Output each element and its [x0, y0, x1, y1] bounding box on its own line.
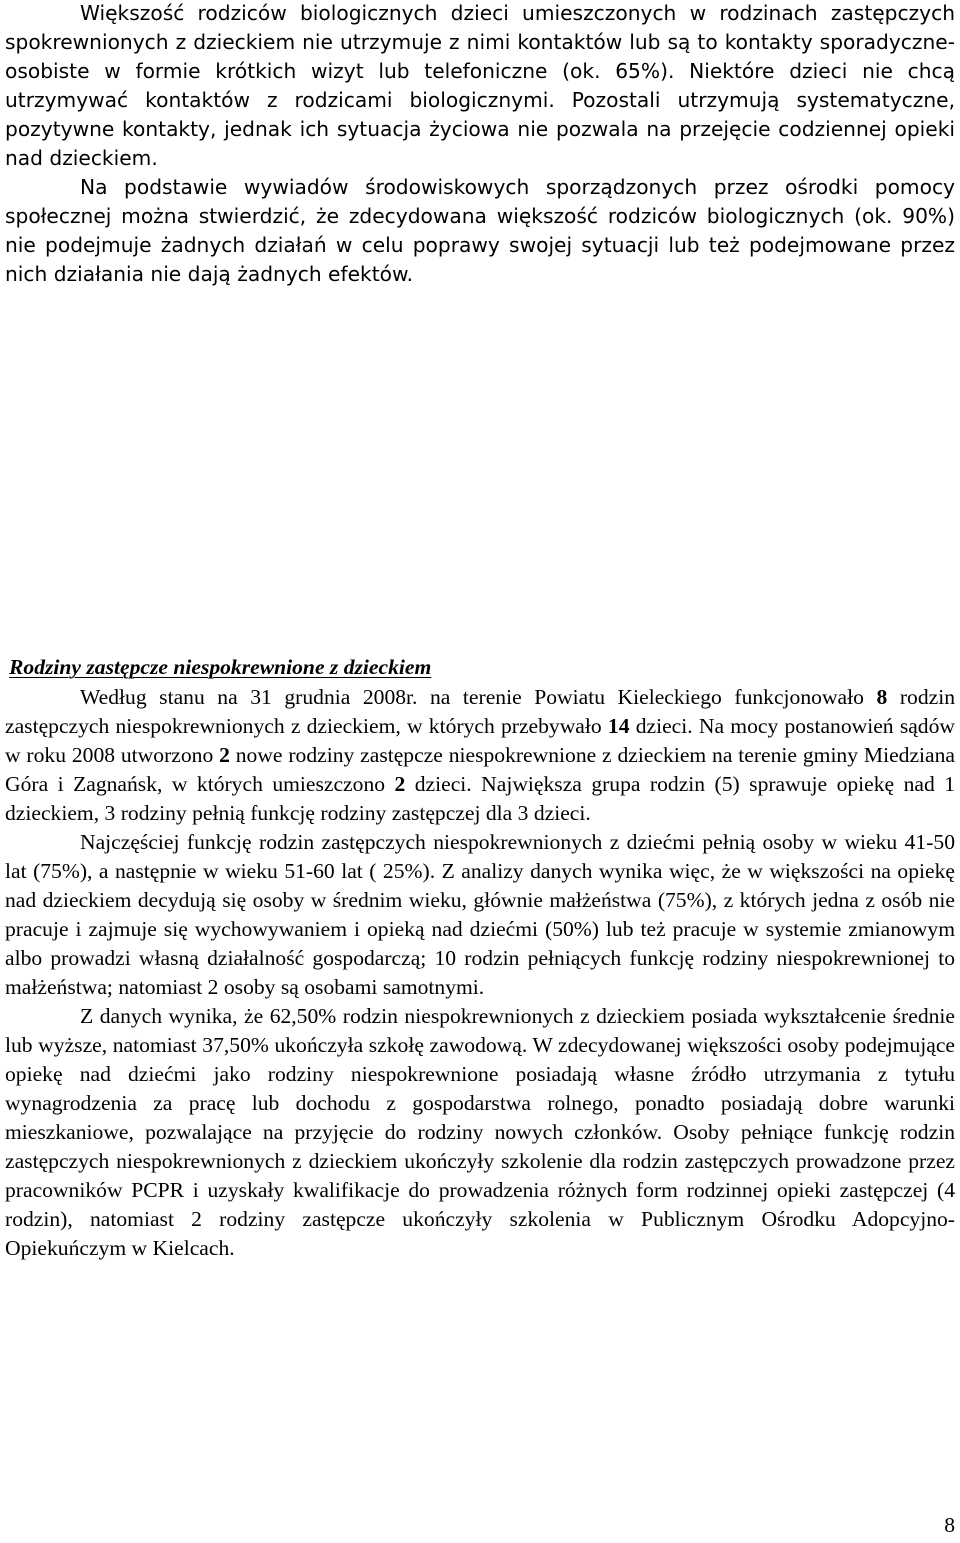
text-run-bold: 14 — [607, 714, 630, 738]
text-run: Według stanu na 31 grudnia 2008r. na terenie Powiatu Kieleckiego funkcjonowało — [80, 685, 877, 709]
paragraph-community-interviews: Na podstawie wywiadów środowiskowych sporządzonych przez ośrodki pomocy społecznej można stwierdzić, że zdecydowana większość rodziców biologicznych (ok. 90%) nie podejmuje żadnych działań w celu poprawy swojej sytuacji lub też podejmowane przez nich działania nie dają żadnych efektów. — [5, 175, 955, 286]
intro-text-block — [5, 0, 955, 289]
text-run-bold: 2 — [394, 772, 406, 796]
paragraph-education — [5, 1002, 955, 1263]
section-text-block — [5, 683, 955, 1263]
text-run-bold: 8 — [876, 685, 888, 709]
text-run: Najczęściej funkcję rodzin zastępczych niespokrewnionych z dziećmi pełnią osoby w wieku 41-50 lat (75%), a następnie w wieku 51-60 lat ( 25%). Z analizy danych wynika więc, że w większości na opiekę nad dzieckiem decydują się osoby w średnim wieku, głównie małżeństwa (75%), z których jedna z osób nie pracuje i zajmuje się wychowywaniem i opieką nad dziećmi (50%) lub też pracuje w systemie zmianowym albo prowadzi własną działalność gospodarczą; 10 rodzin pełniących funkcję rodziny niespokrewnionej to małżeństwa; natomiast 2 osoby są osobami samotnymi. — [5, 830, 955, 999]
paragraph-status-2008 — [5, 683, 955, 828]
text-run: rodzin zastępczych niespokrewnionych z dzieckiem, w których przebywało — [5, 685, 955, 738]
section-heading: Rodziny zastępcze niespokrewnione z dzieckiem — [9, 655, 432, 679]
text-run: dzieci. Na mocy postanowień sądów w roku 2008 utworzono — [5, 714, 955, 767]
text-run: Z danych wynika, że 62,50% rodzin niespokrewnionych z dzieckiem posiada wykształcenie średnie lub wyższe, natomiast 37,50% ukończyła szkołę zawodową. W zdecydowanej większości osoby podejmujące opiekę nad dziećmi jako rodziny niespokrewnione posiadają własne źródło utrzymania z tytułu wynagrodzenia za pracę lub dochodu z gospodarstwa rolnego, ponadto posiadają dobre warunki mieszkaniowe, pozwalające na przyjęcie do rodziny nowych członków. Osoby pełniące funkcję rodzin zastępczych niespokrewnionych z dzieckiem ukończyły szkolenie dla rodzin zastępczych prowadzone przez pracowników PCPR i uzyskały kwalifikacje do prowadzenia różnych form rodzinnej opieki zastępczej (4 rodzin), natomiast 2 rodziny zastępcze ukończyły szkolenia w Publicznym Ośrodku Adopcyjno-Opiekuńczym w Kielcach. — [5, 1004, 955, 1260]
page-number: 8 — [944, 1513, 955, 1537]
paragraph-age-structure — [5, 828, 955, 1002]
paragraph-parents-contacts: Większość rodziców biologicznych dzieci umieszczonych w rodzinach zastępczych spokrewnionych z dzieckiem nie utrzymuje z nimi kontaktów lub są to kontakty sporadyczne- osobiste w formie krótkich wizyt lub telefoniczne (ok. 65%). Niektóre dzieci nie chcą utrzymywać kontaktów z rodzicami biologicznymi. Pozostali utrzymują systematyczne, pozytywne kontakty, jednak ich sytuacja życiowa nie pozwala na przejęcie codziennej opieki nad dzieckiem. — [5, 1, 955, 170]
text-run-bold: 2 — [219, 743, 230, 767]
text-run: dzieci. Największa grupa rodzin (5) sprawuje opiekę nad 1 dzieckiem, 3 rodziny pełnią funkcję rodziny zastępczej dla 3 dzieci. — [5, 772, 955, 825]
text-run: nowe rodziny zastępcze niespokrewnione z dzieckiem na terenie gminy Miedziana Góra i Zagnańsk, w których umieszczono — [5, 743, 956, 796]
